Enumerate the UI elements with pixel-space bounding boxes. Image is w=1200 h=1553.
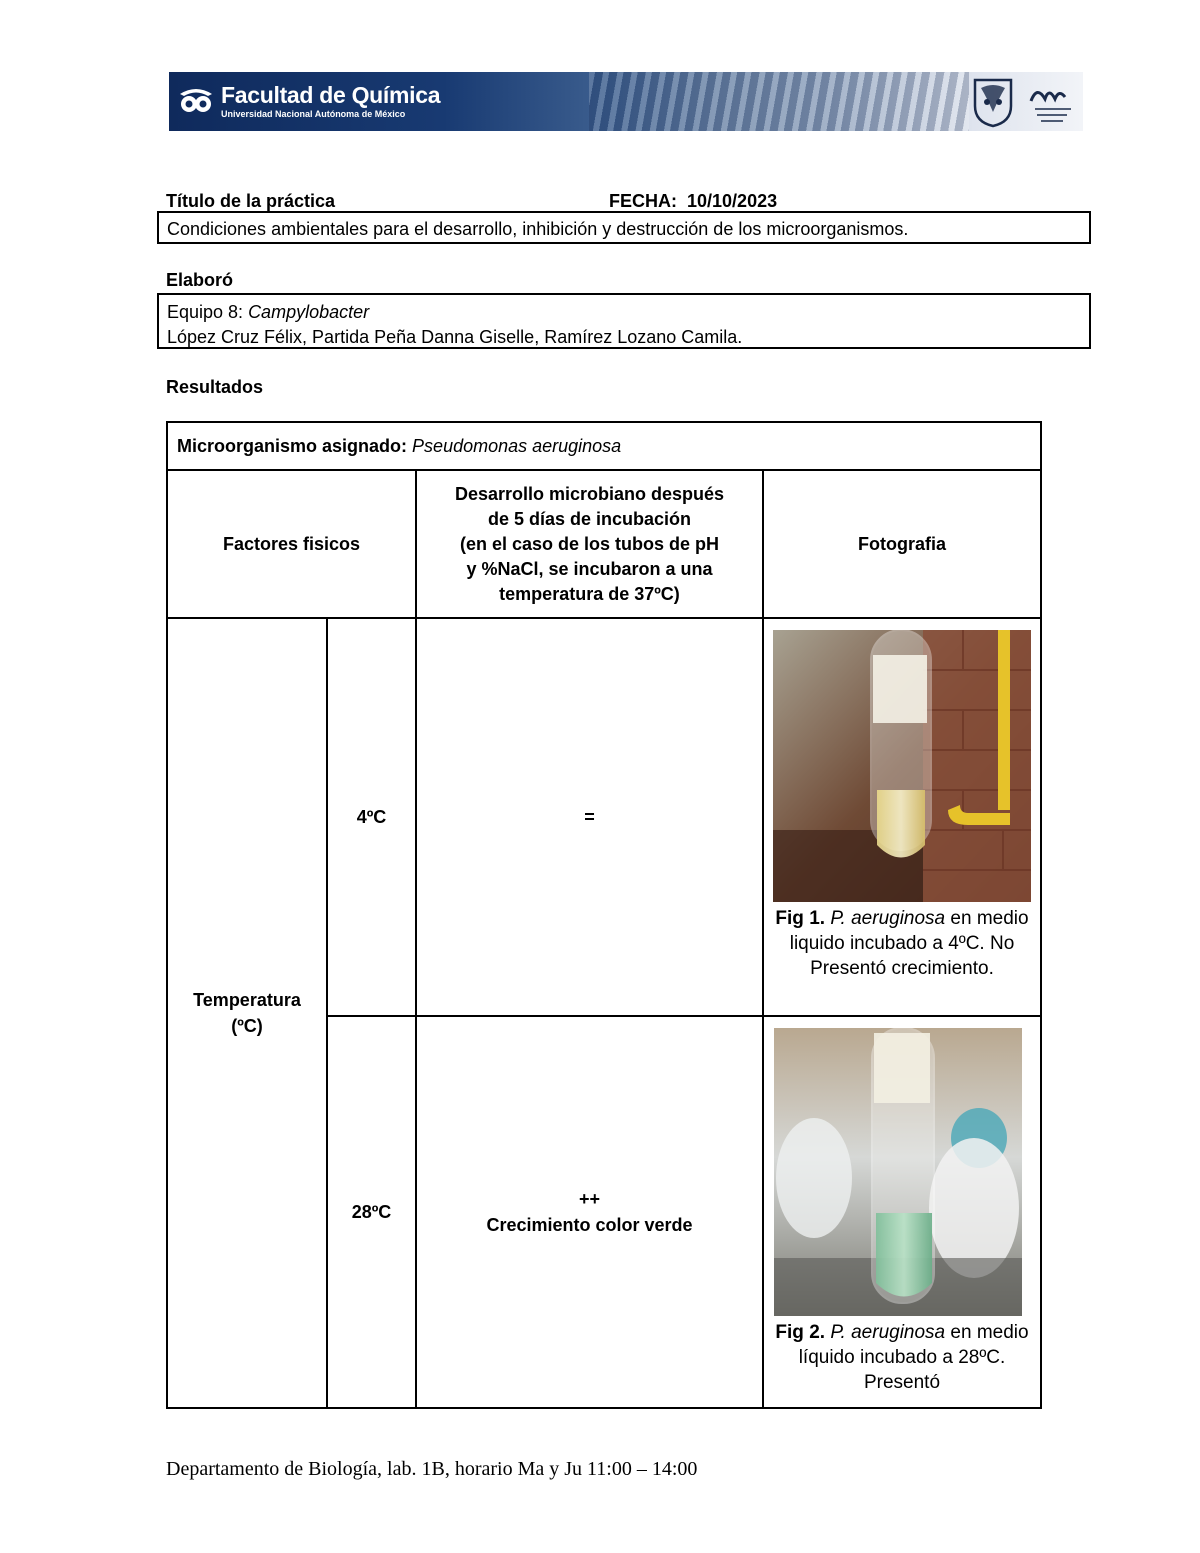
caption-label: Fig 1. bbox=[775, 908, 826, 929]
unam-crest-icon bbox=[969, 76, 1017, 128]
footer-text: Departamento de Biología, lab. 1B, horario Ma y Ju 11:00 – 14:00 bbox=[166, 1458, 698, 1480]
date-line bbox=[609, 191, 777, 212]
photo-cell bbox=[763, 1016, 1041, 1408]
caption-label: Fig 2. bbox=[775, 1322, 826, 1343]
photo-caption bbox=[764, 1320, 1040, 1395]
caption-species: P. aeruginosa bbox=[830, 908, 946, 929]
faculty-logo-icon bbox=[178, 84, 214, 118]
factor-name: Temperatura bbox=[193, 990, 301, 1010]
condition-cell: 28ºC bbox=[327, 1016, 416, 1408]
header-development-line: Desarrollo microbiano después bbox=[454, 483, 725, 504]
header-development-line: (en el caso de los tubos de pH bbox=[459, 533, 720, 554]
results-table bbox=[166, 421, 1042, 1409]
unam-motto-logo-icon bbox=[1027, 79, 1079, 125]
team-name: Campylobacter bbox=[248, 302, 370, 322]
banner-building-photo bbox=[589, 72, 969, 131]
growth-cell bbox=[416, 1016, 763, 1408]
header-development-line: y %NaCl, se incubaron a una bbox=[466, 558, 713, 579]
faculty-name: Facultad de Química bbox=[221, 82, 441, 108]
header-development bbox=[416, 470, 763, 618]
caption-text: en medio líquido incubado a 28ºC. Presentó bbox=[798, 1322, 1029, 1393]
organism-cell bbox=[167, 422, 1041, 470]
factor-cell bbox=[167, 618, 327, 1408]
photo-cell bbox=[763, 618, 1041, 1016]
university-name: Universidad Nacional Autónoma de México bbox=[221, 109, 406, 119]
team-prefix: Equipo 8: bbox=[167, 302, 249, 322]
organism-row bbox=[167, 422, 1041, 470]
header-banner bbox=[169, 72, 1083, 131]
author-box bbox=[157, 293, 1091, 349]
team-members: López Cruz Félix, Partida Peña Danna Giselle, Ramírez Lozano Camila. bbox=[167, 327, 743, 347]
date-value: 10/10/2023 bbox=[687, 191, 778, 211]
organism-label: Microorganismo asignado: bbox=[177, 435, 408, 456]
team-line bbox=[167, 300, 1081, 325]
practice-title-value: Condiciones ambientales para el desarrollo, inhibición y destrucción de los microorganismos. bbox=[167, 219, 909, 239]
header-development-line: temperatura de 37ºC) bbox=[499, 583, 680, 604]
author-label: Elaboró bbox=[166, 270, 234, 290]
header-development-line: de 5 días de incubación bbox=[487, 508, 692, 529]
condition-cell: 4ºC bbox=[327, 618, 416, 1016]
practice-title-label: Título de la práctica bbox=[166, 191, 336, 211]
header-row bbox=[167, 470, 1041, 618]
organism-value: Pseudomonas aeruginosa bbox=[412, 435, 622, 456]
header-factors: Factores fisicos bbox=[167, 470, 416, 618]
growth-symbol: ++ bbox=[578, 1189, 601, 1209]
caption-species: P. aeruginosa bbox=[830, 1322, 946, 1343]
photo-caption bbox=[764, 906, 1040, 981]
factor-unit: (ºC) bbox=[231, 1016, 263, 1036]
growth-cell bbox=[416, 618, 763, 1016]
result-row bbox=[167, 618, 1041, 1016]
practice-title-box bbox=[157, 211, 1091, 244]
tube-photo-4c bbox=[773, 630, 1031, 902]
growth-text: Crecimiento color verde bbox=[486, 1215, 693, 1235]
growth-symbol: = bbox=[584, 806, 595, 827]
caption-text: en medio liquido incubado a 4ºC. No Presentó crecimiento. bbox=[789, 908, 1029, 979]
tube-photo-28c bbox=[774, 1028, 1022, 1316]
header-photo: Fotografia bbox=[763, 470, 1041, 618]
date-label: FECHA: bbox=[609, 191, 677, 211]
results-label: Resultados bbox=[166, 377, 264, 397]
